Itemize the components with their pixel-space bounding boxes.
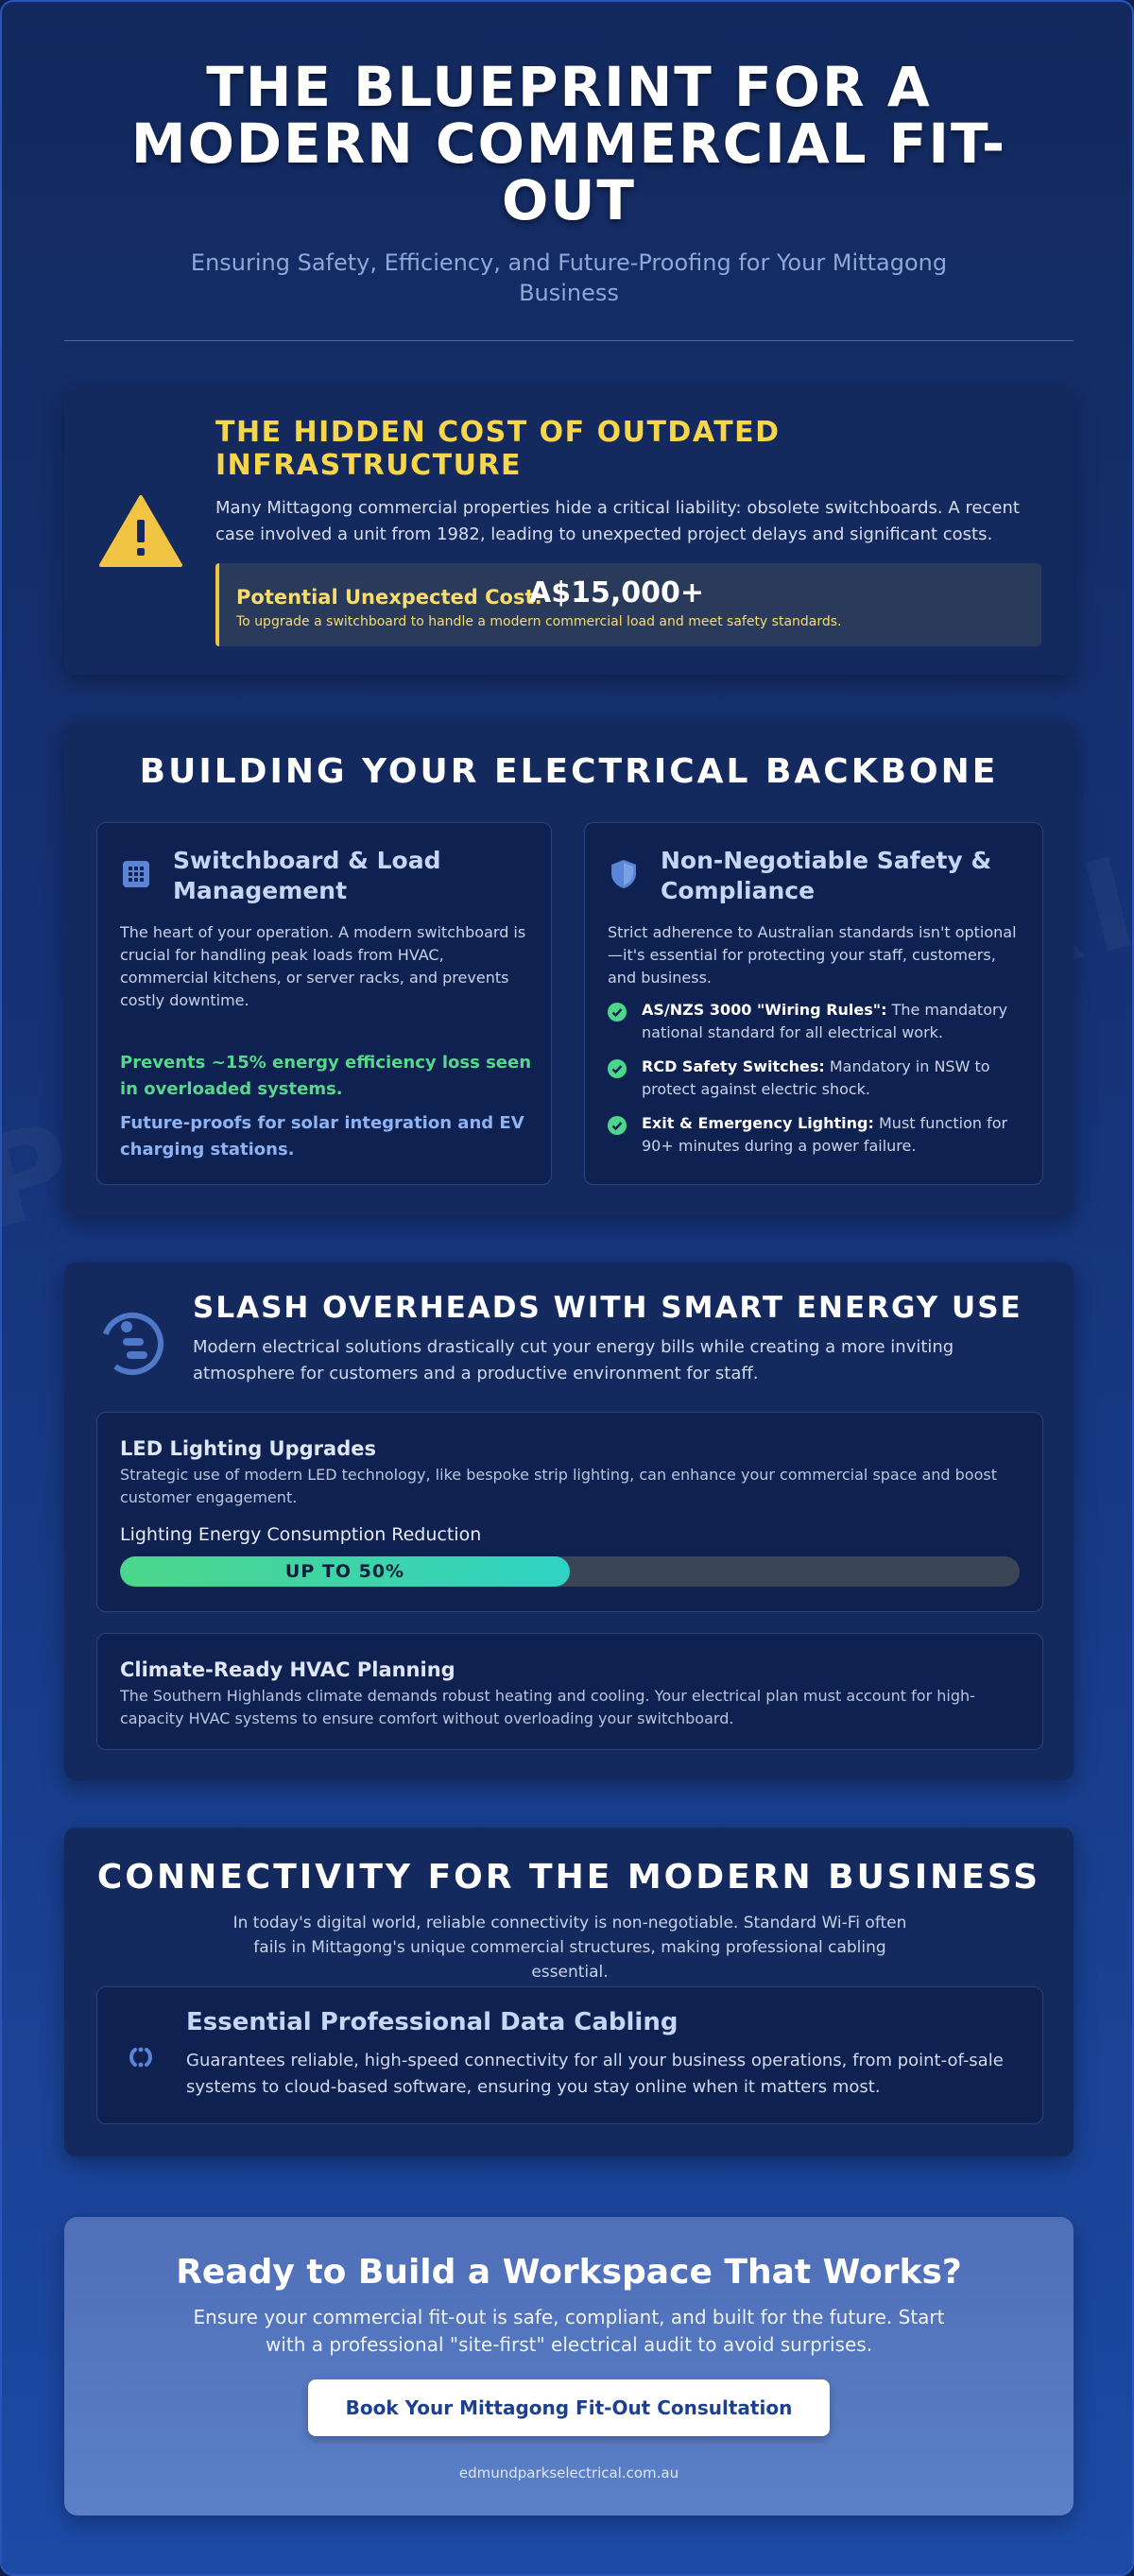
hidden-cost-section xyxy=(64,389,1074,675)
hidden-cost-text: Many Mittagong commercial properties hide a critical liability: obsolete switchboards. A recent case involved a unit from 1982, leading to unexpected project delays and significant costs. xyxy=(215,498,1020,544)
hvac-title: Climate-Ready HVAC Planning xyxy=(120,1658,455,1681)
page-title: THE BLUEPRINT FOR A MODERN COMMERCIAL FIT-OUT xyxy=(130,55,1007,232)
list-item xyxy=(608,1112,1023,1158)
compliance-list xyxy=(608,999,1023,1169)
grid-icon xyxy=(122,859,150,889)
cost-note: To upgrade a switchboard to handle a modern commercial load and meet safety standards. xyxy=(236,614,842,629)
energy-text: Modern electrical solutions drastically cut your energy bills while creating a more inviting atmosphere for customers and a productive environment for staff. xyxy=(193,1337,954,1383)
safety-title: Non-Negotiable Safety & Compliance xyxy=(661,847,992,904)
cabling-title: Essential Professional Data Cabling xyxy=(186,2008,679,2036)
header xyxy=(64,55,1074,308)
cabling-card xyxy=(96,1986,1043,2124)
link-icon xyxy=(122,2038,160,2076)
electrical-backbone-section xyxy=(64,722,1074,1215)
energy-section xyxy=(64,1262,1074,1780)
shield-icon xyxy=(610,859,638,889)
warning-icon xyxy=(98,493,183,569)
energy-icon xyxy=(96,1302,172,1378)
switchboard-text: The heart of your operation. A modern switchboard is crucial for handling peak loads from HVAC, commercial kitchens, or server racks, and prevents costly downtime. xyxy=(120,923,526,1009)
item-text: The mandatory national standard for all electrical work. xyxy=(642,1001,1008,1041)
efficiency-highlight: Prevents ~15% energy efficiency loss seen in overloaded systems. xyxy=(120,1053,532,1099)
connectivity-section xyxy=(64,1828,1074,2156)
led-card xyxy=(96,1412,1043,1612)
list-item xyxy=(608,1056,1023,1101)
future-proof-highlight: Future-proofs for solar integration and EV charging stations. xyxy=(120,1113,524,1159)
check-icon xyxy=(608,1116,627,1135)
header-divider xyxy=(64,340,1074,341)
item-bold: RCD Safety Switches: xyxy=(642,1057,825,1075)
hvac-text: The Southern Highlands climate demands robust heating and cooling. Your electrical plan must account for high-capacity HVAC systems to ensure comfort without overloading your switchboard. xyxy=(120,1687,975,1727)
item-bold: AS/NZS 3000 "Wiring Rules": xyxy=(642,1001,887,1019)
check-icon xyxy=(608,1003,627,1022)
item-text: Mandatory in NSW to protect against electric shock. xyxy=(642,1057,990,1098)
safety-card xyxy=(584,822,1043,1185)
hidden-cost-title: THE HIDDEN COST OF OUTDATED INFRASTRUCTURE xyxy=(215,416,781,482)
website-link[interactable]: edmundparkselectrical.com.au xyxy=(458,2464,679,2482)
list-item xyxy=(608,999,1023,1044)
cost-value: A$15,000+ xyxy=(529,576,704,610)
book-consultation-button[interactable]: Book Your Mittagong Fit-Out Consultation xyxy=(308,2379,830,2436)
backbone-title: BUILDING YOUR ELECTRICAL BACKBONE xyxy=(139,752,999,791)
safety-text: Strict adherence to Australian standards isn't optional—it's essential for protecting your staff, customers, and business. xyxy=(608,923,1017,987)
switchboard-title: Switchboard & Load Management xyxy=(173,847,441,904)
reduction-progress-bar xyxy=(120,1556,1020,1587)
cost-label: Potential Unexpected Cost: xyxy=(236,586,542,609)
cta-section xyxy=(64,2217,1074,2516)
connectivity-title: CONNECTIVITY FOR THE MODERN BUSINESS xyxy=(96,1858,1041,1897)
cost-callout xyxy=(215,563,1041,646)
cabling-text: Guarantees reliable, high-speed connectivity for all your business operations, from point-of-sale systems to cloud-based software, ensuring you stay online when it matters most. xyxy=(186,2051,1004,2097)
page-subtitle: Ensuring Safety, Efficiency, and Future-Proofing for Your Mittagong Business xyxy=(190,249,948,306)
energy-title: SLASH OVERHEADS WITH SMART ENERGY USE xyxy=(193,1291,1022,1325)
switchboard-card xyxy=(96,822,552,1185)
hvac-card xyxy=(96,1633,1043,1750)
connectivity-text: In today's digital world, reliable connectivity is non-negotiable. Standard Wi-Fi often fails in Mittagong's unique commercial structures, making professional cabling essential. xyxy=(232,1914,907,1982)
item-bold: Exit & Emergency Lighting: xyxy=(642,1114,874,1132)
cta-title: Ready to Build a Workspace That Works? xyxy=(176,2253,962,2292)
cta-text: Ensure your commercial fit-out is safe, compliant, and built for the future. Start with a professional "site-first" electrical audit to avoid surprises. xyxy=(193,2306,945,2356)
progress-text: UP TO 50% xyxy=(284,1561,405,1582)
led-text: Strategic use of modern LED technology, like bespoke strip lighting, can enhance your commercial space and boost customer engagement. xyxy=(120,1466,997,1506)
bar-label: Lighting Energy Consumption Reduction xyxy=(120,1524,482,1545)
item-text: Must function for 90+ minutes during a power failure. xyxy=(642,1114,1008,1155)
check-icon xyxy=(608,1059,627,1078)
led-title: LED Lighting Upgrades xyxy=(120,1437,376,1460)
